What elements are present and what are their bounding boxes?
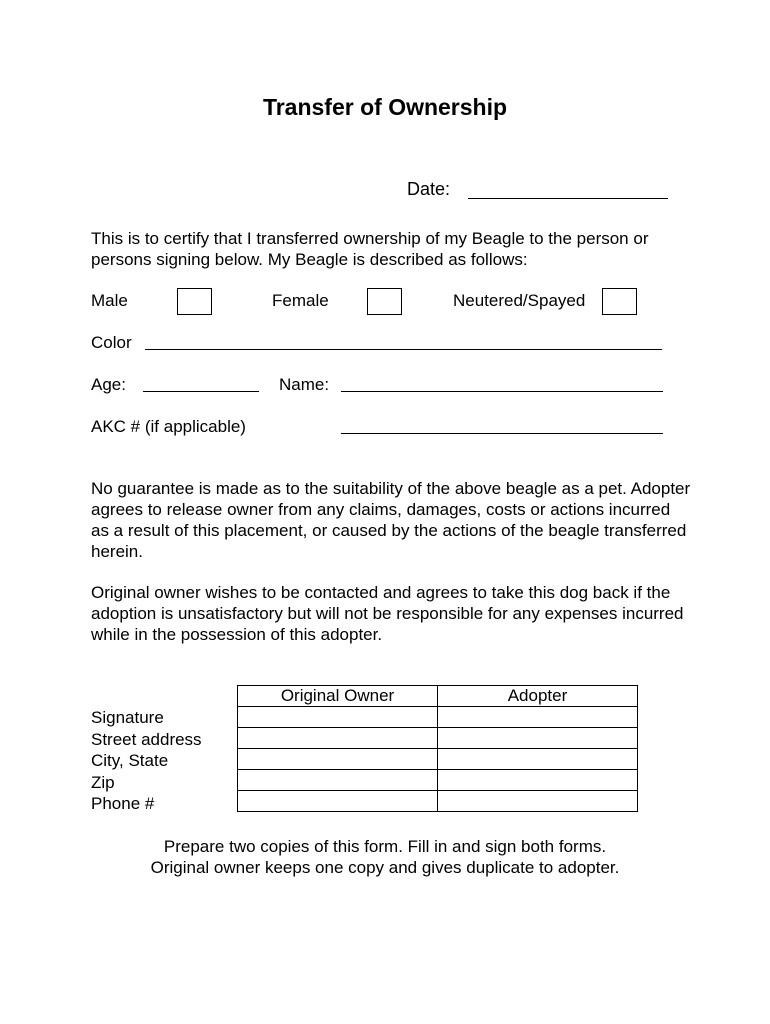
- adopter-signature-cell[interactable]: [438, 707, 638, 728]
- row-label-street-address: Street address: [91, 730, 202, 749]
- table-row: [238, 749, 638, 770]
- row-label-city-state: City, State: [91, 751, 169, 770]
- name-label: Name:: [279, 375, 330, 394]
- female-checkbox[interactable]: [367, 288, 402, 315]
- page-title: Transfer of Ownership: [262, 94, 508, 120]
- contact-clause-text: Original owner wishes to be contacted and agrees to take this dog back if the adoption is unsatisfactory but will not be responsible for any expenses incurred while in the possession of this adopter.: [91, 583, 684, 644]
- akc-label: AKC # (if applicable): [91, 417, 246, 436]
- disclaimer-text: No guarantee is made as to the suitability of the above beagle as a pet. Adopter agrees to release owner from any claims, damages, costs or actions incurred as a result of this placement, or caused by the actions of the beagle transferred herein.: [91, 479, 691, 561]
- neutered-checkbox[interactable]: [602, 288, 637, 315]
- row-label-signature: Signature: [91, 708, 164, 727]
- date-label: Date:: [407, 179, 451, 199]
- signature-table: [237, 685, 638, 812]
- table-row: [238, 791, 638, 812]
- owner-street-address-cell[interactable]: [238, 728, 438, 749]
- table-row: [238, 728, 638, 749]
- owner-phone-cell[interactable]: [238, 791, 438, 812]
- age-label: Age:: [91, 375, 126, 394]
- adopter-street-address-cell[interactable]: [438, 728, 638, 749]
- row-label-phone: Phone #: [91, 794, 155, 813]
- owner-city-state-cell[interactable]: [238, 749, 438, 770]
- row-label-zip: Zip: [91, 773, 115, 792]
- column-header-original-owner: Original Owner: [238, 686, 438, 707]
- adopter-city-state-cell[interactable]: [438, 749, 638, 770]
- table-header-row: [238, 686, 638, 707]
- date-field[interactable]: [468, 198, 668, 199]
- footer-instruction-line1: Prepare two copies of this form. Fill in and sign both forms.: [163, 837, 607, 856]
- female-label: Female: [272, 291, 329, 310]
- table-row: [238, 770, 638, 791]
- neutered-label: Neutered/Spayed: [453, 291, 586, 310]
- adopter-phone-cell[interactable]: [438, 791, 638, 812]
- akc-field[interactable]: [341, 433, 663, 434]
- owner-signature-cell[interactable]: [238, 707, 438, 728]
- male-checkbox[interactable]: [177, 288, 212, 315]
- intro-text: This is to certify that I transferred ownership of my Beagle to the person or persons signing below. My Beagle is described as follows:: [91, 229, 649, 269]
- footer-instruction-line2: Original owner keeps one copy and gives duplicate to adopter.: [150, 858, 620, 877]
- male-label: Male: [91, 291, 128, 310]
- color-field[interactable]: [145, 349, 662, 350]
- age-field[interactable]: [143, 391, 259, 392]
- adopter-zip-cell[interactable]: [438, 770, 638, 791]
- column-header-adopter: Adopter: [438, 686, 638, 707]
- owner-zip-cell[interactable]: [238, 770, 438, 791]
- color-label: Color: [91, 333, 132, 352]
- table-row: [238, 707, 638, 728]
- name-field[interactable]: [341, 391, 663, 392]
